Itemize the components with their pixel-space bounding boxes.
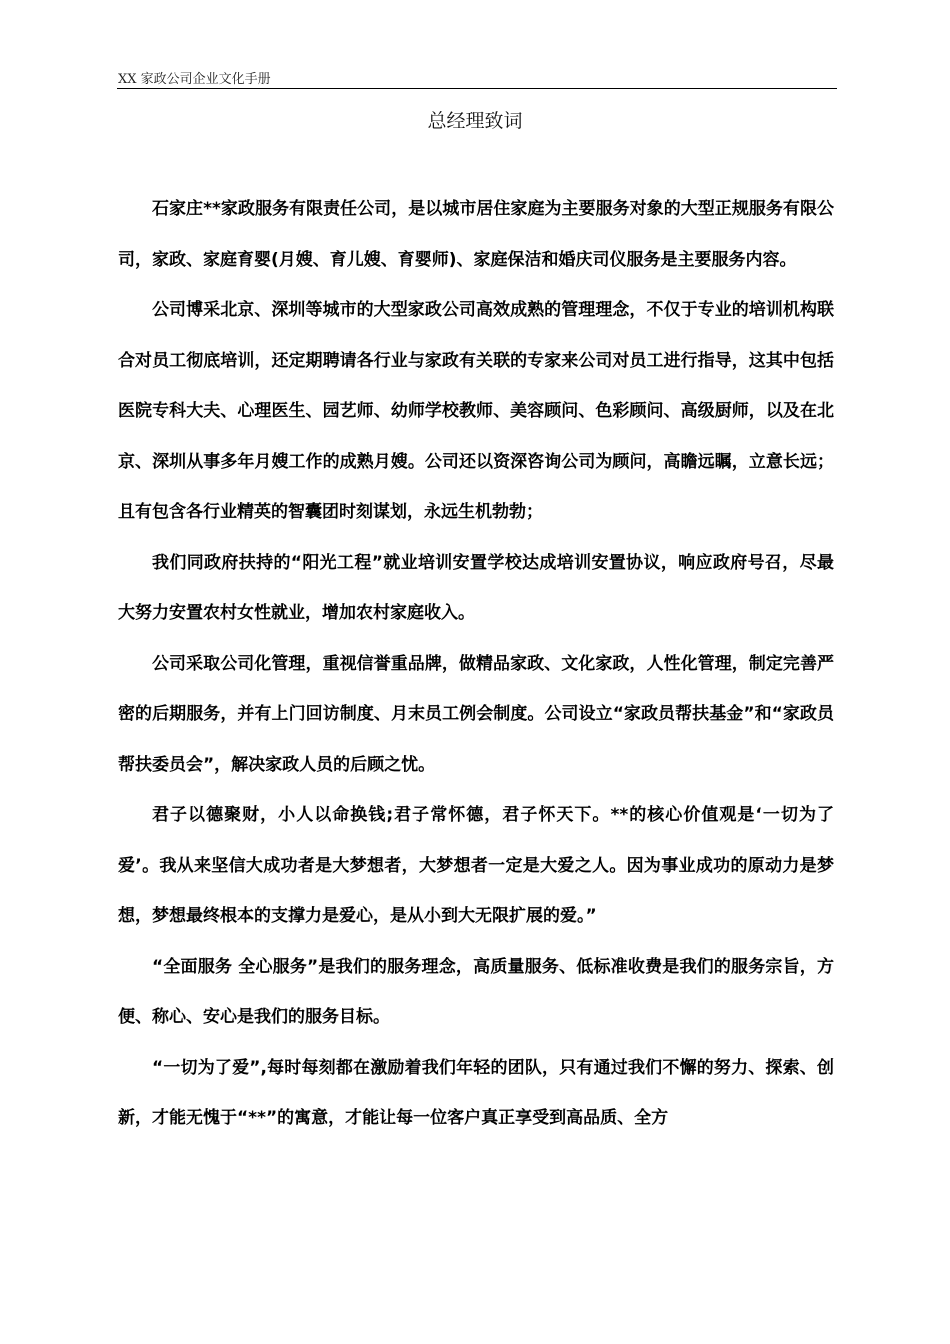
- header-divider: [117, 88, 837, 89]
- paragraph: 我们同政府扶持的“阳光工程”就业培训安置学校达成培训安置协议，响应政府号召，尽最大努力安置农村女性就业，增加农村家庭收入。: [118, 552, 834, 623]
- running-header: XX 家政公司企业文化手册: [118, 72, 271, 87]
- paragraph: 公司博采北京、深圳等城市的大型家政公司高效成熟的管理理念，不仅于专业的培训机构联合对员工彻底培训，还定期聘请各行业与家政有关联的专家来公司对员工进行指导，这其中包括医院专科大夫、心理医生、园艺师、幼师学校教师、美容顾问、色彩顾问、高级厨师，以及在北京、深圳从事多年月嫂工作的成熟月嫂。公司还以资深咨询公司为顾问，高瞻远瞩，立意长远；且有包含各行业精英的智囊团时刻谋划，永远生机勃勃；: [118, 300, 834, 522]
- page-title: 总经理致词: [427, 110, 523, 132]
- paragraph: 公司采取公司化管理，重视信誉重品牌，做精品家政、文化家政，人性化管理，制定完善严密的后期服务，并有上门回访制度、月末员工例会制度。公司设立“家政员帮扶基金”和“家政员帮扶委员会”，解决家政人员的后顾之忧。: [118, 653, 834, 775]
- paragraph: 君子以德聚财，小人以命换钱;君子常怀德，君子怀天下。**的核心价值观是‘一切为了爱’。我从来坚信大成功者是大梦想者，大梦想者一定是大爱之人。因为事业成功的原动力是梦想，梦想最终根本的支撑力是爱心，是从小到大无限扩展的爱。”: [118, 805, 834, 926]
- paragraph: 石家庄**家政服务有限责任公司，是以城市居住家庭为主要服务对象的大型正规服务有限公司，家政、家庭育婴(月嫂、育儿嫂、育婴师)、家庭保洁和婚庆司仪服务是主要服务内容。: [118, 199, 834, 270]
- paragraph: “全面服务 全心服务”是我们的服务理念，高质量服务、低标准收费是我们的服务宗旨，方便、称心、安心是我们的服务目标。: [118, 956, 834, 1027]
- paragraph: “一切为了爱”,每时每刻都在激励着我们年轻的团队，只有通过我们不懈的努力、探索、创新，才能无愧于“**”的寓意，才能让每一位客户真正享受到高品质、全方: [118, 1057, 834, 1128]
- body-text: [118, 184, 834, 1144]
